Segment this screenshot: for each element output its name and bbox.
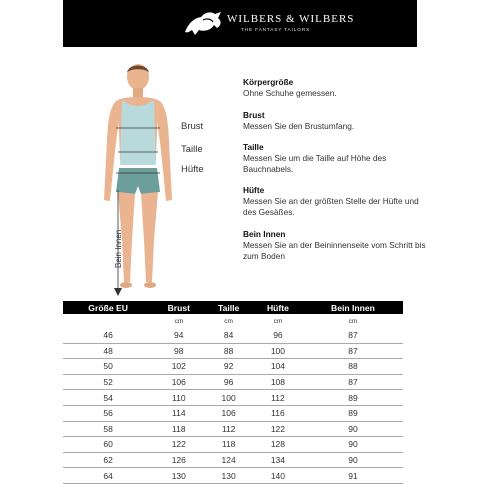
info-block-chest <box>243 110 428 132</box>
table-cell: 112 <box>253 390 303 406</box>
table-cell: 90 <box>303 437 403 453</box>
table-cell: 64 <box>63 468 153 484</box>
table-cell: 94 <box>153 328 204 343</box>
table-row <box>63 421 403 437</box>
table-cell: 98 <box>153 343 204 359</box>
table-cell: 140 <box>253 468 303 484</box>
info-heading: Hüfte <box>243 185 265 195</box>
table-cell: 46 <box>63 328 153 343</box>
brand-header <box>63 0 417 47</box>
info-block-inseam <box>243 229 428 262</box>
info-heading: Brust <box>243 110 265 120</box>
hip-label: Hüfte <box>181 164 204 175</box>
table-cell: 100 <box>204 390 253 406</box>
table-cell: 89 <box>303 390 403 406</box>
table-cell: 90 <box>303 421 403 437</box>
header-hip: Hüfte <box>253 301 303 314</box>
brand-tagline: THE FANTASY TAILORS <box>241 28 310 33</box>
table-cell: 88 <box>303 359 403 375</box>
info-text: Messen Sie an der Beininnenseite vom Schritt bis zum Boden <box>243 240 426 261</box>
table-cell: 92 <box>204 359 253 375</box>
table-cell: 90 <box>303 452 403 468</box>
info-text: Messen Sie an der größten Stelle der Hüfte und des Gesäßes. <box>243 196 419 217</box>
header-waist: Taille <box>204 301 253 314</box>
table-row <box>63 328 403 343</box>
table-cell: 91 <box>303 468 403 484</box>
info-text: Messen Sie um die Taille auf Höhe des Bauchnabels. <box>243 153 387 174</box>
body-figure <box>92 60 184 295</box>
table-cell: 130 <box>204 468 253 484</box>
table-cell: 56 <box>63 405 153 421</box>
unit-cell: cm <box>224 317 233 325</box>
table-cell: 54 <box>63 390 153 406</box>
waist-label: Taille <box>181 144 203 155</box>
brand-name: WILBERS & WILBERS <box>227 13 355 25</box>
table-row <box>63 437 403 453</box>
chest-label: Brust <box>181 121 204 132</box>
table-row <box>63 390 403 406</box>
table-cell: 87 <box>303 328 403 343</box>
info-block-waist <box>243 142 428 175</box>
table-cell: 48 <box>63 343 153 359</box>
table-cell: 110 <box>153 390 204 406</box>
table-cell: 126 <box>153 452 204 468</box>
table-cell: 102 <box>153 359 204 375</box>
table-cell: 106 <box>153 374 204 390</box>
header-size: Größe EU <box>63 301 153 314</box>
size-chart-table <box>63 301 403 484</box>
info-heading: Körpergröße <box>243 77 294 87</box>
table-row <box>63 452 403 468</box>
table-cell: 122 <box>153 437 204 453</box>
unit-cell: cm <box>348 317 358 325</box>
table-row <box>63 405 403 421</box>
table-cell: 116 <box>253 405 303 421</box>
table-row <box>63 343 403 359</box>
table-cell: 96 <box>204 374 253 390</box>
table-cell: 60 <box>63 437 153 453</box>
info-text: Ohne Schuhe gemessen. <box>243 88 337 98</box>
info-block-hip <box>243 185 428 218</box>
table-cell: 88 <box>204 343 253 359</box>
table-cell: 112 <box>204 421 253 437</box>
table-cell: 114 <box>153 405 204 421</box>
table-cell: 58 <box>63 421 153 437</box>
header-inseam: Bein Innen <box>303 301 403 314</box>
table-cell: 118 <box>153 421 204 437</box>
table-cell: 130 <box>153 468 204 484</box>
horse-logo-icon <box>181 8 225 38</box>
info-heading: Bein Innen <box>243 229 286 239</box>
table-cell: 96 <box>253 328 303 343</box>
table-cell: 106 <box>204 405 253 421</box>
table-cell: 87 <box>303 374 403 390</box>
table-cell: 108 <box>253 374 303 390</box>
table-cell: 87 <box>303 343 403 359</box>
table-cell: 84 <box>204 328 253 343</box>
table-cell: 134 <box>253 452 303 468</box>
table-row <box>63 374 403 390</box>
unit-cell <box>63 314 153 328</box>
table-cell: 124 <box>204 452 253 468</box>
table-header-row <box>63 301 403 314</box>
table-cell: 52 <box>63 374 153 390</box>
table-cell: 62 <box>63 452 153 468</box>
header-chest: Brust <box>153 301 204 314</box>
table-cell: 128 <box>253 437 303 453</box>
units-row <box>63 314 403 328</box>
info-block-height <box>243 77 428 99</box>
unit-cell: cm <box>273 317 283 325</box>
table-cell: 122 <box>253 421 303 437</box>
table-cell: 100 <box>253 343 303 359</box>
table-row <box>63 468 403 484</box>
inseam-label: Bein Innen <box>114 229 123 268</box>
table-cell: 104 <box>253 359 303 375</box>
info-heading: Taille <box>243 142 264 152</box>
info-text: Messen Sie den Brustumfang. <box>243 121 355 131</box>
table-row <box>63 359 403 375</box>
table-cell: 118 <box>204 437 253 453</box>
table-cell: 50 <box>63 359 153 375</box>
table-cell: 89 <box>303 405 403 421</box>
unit-cell: cm <box>174 317 184 325</box>
